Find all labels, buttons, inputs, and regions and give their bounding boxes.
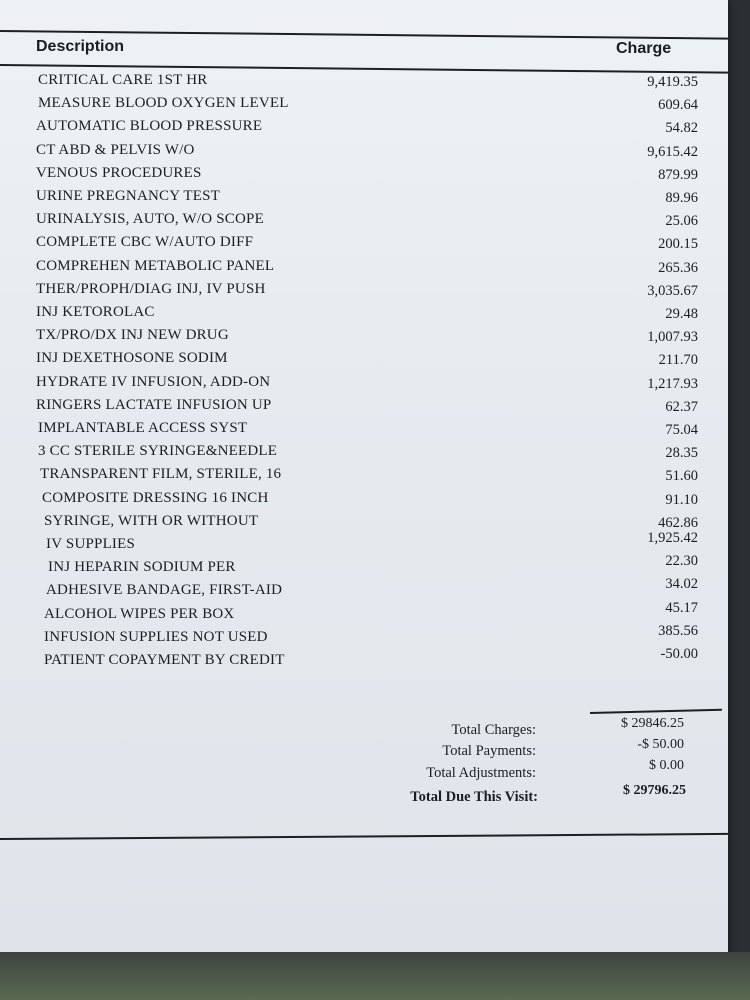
item-description: AUTOMATIC BLOOD PRESSURE xyxy=(36,118,263,135)
total-adjustments-value: $ 0.00 xyxy=(649,758,684,773)
item-description: MEASURE BLOOD OXYGEN LEVEL xyxy=(38,95,289,112)
item-description: TRANSPARENT FILM, STERILE, 16 xyxy=(40,466,282,483)
description-header: Description xyxy=(36,38,125,55)
table-row xyxy=(0,599,728,628)
item-description: VENOUS PROCEDURES xyxy=(36,164,202,181)
item-description: IV SUPPLIES xyxy=(46,536,136,552)
item-charge: 89.96 xyxy=(665,190,698,206)
item-description: THER/PROPH/DIAG INJ, IV PUSH xyxy=(36,280,266,297)
item-description: URINALYSIS, AUTO, W/O SCOPE xyxy=(36,211,264,228)
table-row xyxy=(0,397,728,419)
item-charge: 9,615.42 xyxy=(647,143,698,160)
item-charge: 265.36 xyxy=(658,259,698,276)
item-charge: 91.10 xyxy=(665,491,698,508)
item-charge: 54.82 xyxy=(665,120,698,137)
item-charge: 25.06 xyxy=(665,213,698,230)
item-charge: 211.70 xyxy=(658,352,698,369)
table-row xyxy=(0,622,728,651)
table-row xyxy=(0,576,728,604)
item-description: IMPLANTABLE ACCESS SYST xyxy=(38,420,248,436)
table-row xyxy=(0,490,728,512)
item-charge: 28.35 xyxy=(665,445,698,462)
item-charge: 34.02 xyxy=(665,576,698,593)
item-description: INJ KETOROLAC xyxy=(36,304,155,320)
item-description: ALCOHOL WIPES PER BOX xyxy=(44,605,235,622)
item-description: INJ DEXETHOSONE SODIM xyxy=(36,350,228,367)
item-charge: -50.00 xyxy=(660,646,698,662)
total-charges-label: Total Charges: xyxy=(451,722,536,738)
item-description: COMPOSITE DRESSING 16 INCH xyxy=(42,489,269,506)
table-row xyxy=(0,466,728,488)
item-charge: 22.30 xyxy=(665,553,698,570)
item-description: COMPREHEN METABOLIC PANEL xyxy=(36,257,275,274)
table-row xyxy=(0,530,728,558)
table-row xyxy=(0,165,728,187)
table-row xyxy=(0,281,728,303)
table-row xyxy=(0,350,728,372)
total-charges-value: $ 29846.25 xyxy=(621,716,684,731)
item-description: URINE PREGNANCY TEST xyxy=(36,188,221,204)
item-charge: 1,925.42 xyxy=(647,530,698,546)
item-charge: 51.60 xyxy=(665,468,698,485)
table-row xyxy=(0,443,728,465)
item-charge: 462.86 xyxy=(658,514,698,531)
table-row xyxy=(0,95,728,117)
total-payments-label: Total Payments: xyxy=(442,743,536,759)
item-description: SYRINGE, WITH OR WITHOUT xyxy=(44,512,259,529)
item-charge: 3,035.67 xyxy=(647,282,698,299)
item-description: CRITICAL CARE 1ST HR xyxy=(38,72,208,88)
table-row xyxy=(0,234,728,256)
item-charge: 62.37 xyxy=(665,398,698,415)
table-row xyxy=(0,304,728,326)
item-description: COMPLETE CBC W/AUTO DIFF xyxy=(36,234,254,251)
item-charge: 200.15 xyxy=(658,236,698,253)
item-description: INFUSION SUPPLIES NOT USED xyxy=(44,628,268,645)
total-adjustments-label: Total Adjustments: xyxy=(426,765,536,781)
table-row xyxy=(0,374,728,396)
item-description: INJ HEPARIN SODIUM PER xyxy=(48,559,236,576)
table-row xyxy=(0,72,728,94)
charge-header: Charge xyxy=(616,40,672,57)
table-row xyxy=(0,420,728,442)
item-charge: 1,007.93 xyxy=(647,329,698,346)
totals-rule xyxy=(590,709,722,714)
table-row xyxy=(0,513,728,535)
item-charge: 9,419.35 xyxy=(647,74,698,90)
table-row xyxy=(0,211,728,233)
table-row xyxy=(0,327,728,349)
table-row xyxy=(0,142,728,164)
item-description: PATIENT COPAYMENT BY CREDIT xyxy=(44,652,285,668)
table-row xyxy=(0,258,728,280)
table-row xyxy=(0,118,728,140)
item-charge: 609.64 xyxy=(658,97,698,114)
item-charge: 45.17 xyxy=(665,599,698,616)
background-surface xyxy=(0,952,750,1000)
table-row xyxy=(0,553,728,581)
item-description: RINGERS LACTATE INFUSION UP xyxy=(36,396,272,413)
table-row xyxy=(0,188,728,210)
item-description: CT ABD & PELVIS W/O xyxy=(36,141,195,158)
item-charge: 29.48 xyxy=(665,306,698,322)
item-charge: 879.99 xyxy=(658,166,698,183)
item-description: HYDRATE IV INFUSION, ADD-ON xyxy=(36,373,271,390)
table-row xyxy=(0,646,728,674)
item-description: TX/PRO/DX INJ NEW DRUG xyxy=(36,327,229,344)
item-charge: 75.04 xyxy=(665,422,698,438)
total-due-value: $ 29796.25 xyxy=(623,783,686,798)
item-description: ADHESIVE BANDAGE, FIRST-AID xyxy=(46,582,283,599)
item-description: 3 CC STERILE SYRINGE&NEEDLE xyxy=(38,443,278,460)
total-payments-value: -$ 50.00 xyxy=(637,737,684,752)
item-charge: 1,217.93 xyxy=(647,375,698,392)
item-charge: 385.56 xyxy=(658,622,698,639)
total-due-label: Total Due This Visit: xyxy=(410,789,538,805)
bottom-rule xyxy=(0,833,728,840)
